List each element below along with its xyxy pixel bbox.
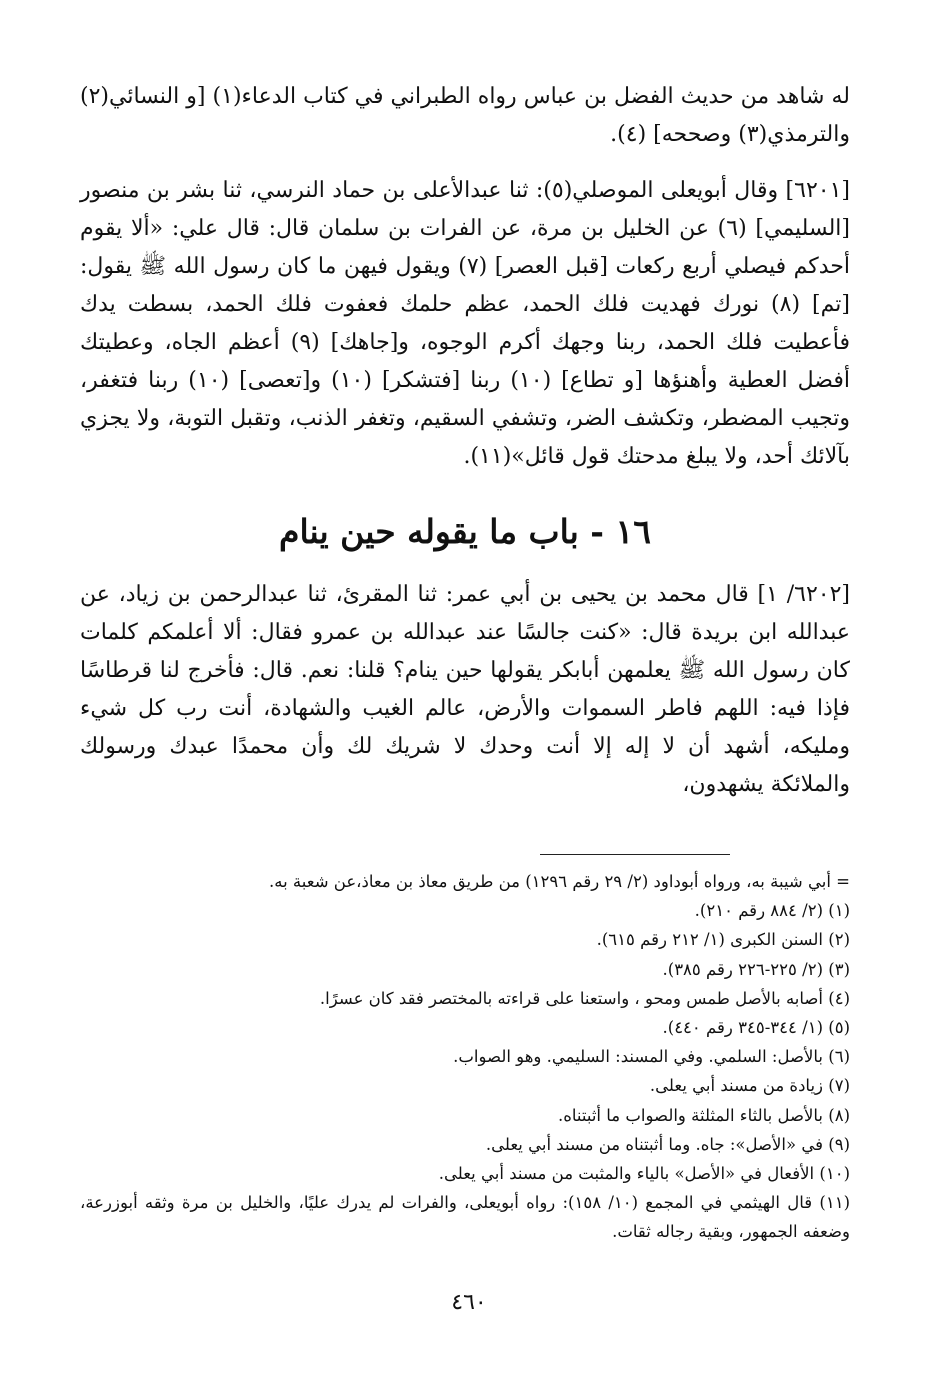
chapter-title: ١٦ - باب ما يقوله حين ينام [279, 512, 651, 551]
footnote-11: (١١) قال الهيثمي في المجمع (١٠/ ١٥٨): رواه أبويعلى، والفرات لم يدرك عليًا، والخليل بن مرة وثقه أبوزرعة، وضعفه الجمهور، وبقية رجاله ثقات. [80, 1193, 850, 1242]
footnote-1: (١) (٢/ ٨٨٤ رقم ٢١٠). [694, 901, 850, 921]
paragraph-hadith-6202: [٦٢٠٢/ ١] قال محمد بن يحيى بن أبي عمر: ثنا المقرئ، ثنا عبدالرحمن بن زياد، عن عبدالله ابن بريدة قال: «كنت جالسًا عند عبدالله بن عمرو فقال: ألا أعلمكم كلمات كان رسول الله ﷺ يعلمهن أبابكر يقولها حين ينام؟ قلنا: نعم. قال: فأخرج لنا قرطاسًا فإذا فيه: اللهم فاطر السموات والأرض، عالم الغيب والشهادة، أنت رب كل شيء ومليكه، أشهد أن لا إله إلا أنت وحدك لا شريك لك وأن محمدًا عبدك ورسولك والملائكة يشهدون، [80, 582, 850, 797]
footnote-4: (٤) أصابه بالأصل طمس ومحو ، واستعنا على قراءته بالمختصر فقد كان عسرًا. [319, 988, 850, 1008]
footnote-7: (٧) زيادة من مسند أبي يعلى. [649, 1076, 850, 1096]
footnote-2: (٢) السنن الكبرى (١/ ٢١٢ رقم ٦١٥). [596, 930, 850, 950]
footnote-continuation: = أبي شيبة به، ورواه أبوداود (٢/ ٢٩ رقم ١٢٩٦) من طريق معاذ بن معاذ،عن شعبة به. [268, 872, 850, 891]
page-number: ٤٦٠ [451, 1290, 487, 1315]
footnote-10: (١٠) الأفعال في «الأصل» بالياء والمثبت من مسند أبي يعلى. [438, 1164, 850, 1184]
paragraph-intro: له شاهد من حديث الفضل بن عباس رواه الطبراني في كتاب الدعاء(١) [و النسائي(٢) والترمذي(٣) وصححه] (٤). [80, 84, 850, 147]
footnote-6: (٦) بالأصل: السلمي. وفي المسند: السليمي. وهو الصواب. [453, 1047, 850, 1067]
footnote-divider [80, 854, 850, 855]
footnote-9: (٩) في «الأصل»: جاه. وما أثبتناه من مسند أبي يعلى. [485, 1134, 850, 1154]
footnote-5: (٥) (١/ ٣٤٤-٣٤٥ رقم ٤٤٠). [662, 1018, 850, 1038]
footnote-3: (٣) (٢/ ٢٢٥-٢٢٦ رقم ٣٨٥). [662, 959, 850, 979]
footnotes-list [80, 867, 850, 1247]
paragraph-hadith-6201: [٦٢٠١] وقال أبويعلى الموصلي(٥): ثنا عبدالأعلى بن حماد النرسي، ثنا بشر بن منصور [السليمي] (٦) عن الخليل بن مرة، عن الفرات بن سلمان قال: قال علي: «ألا يقوم أحدكم فيصلي أربع ركعات [قبل العصر] (٧) ويقول فيهن ما كان رسول الله ﷺ يقول: [تم] (٨) نورك فهديت فلك الحمد، عظم حلمك فعفوت فلك الحمد، بسطت يدك فأعطيت فلك الحمد، ربنا وجهك أكرم الوجوه، و[جاهك] (٩) أعظم الجاه، وعطيتك أفضل العطية وأهنؤها [و تطاع] (١٠) ربنا [فتشكر] (١٠) و[تعصى] (١٠) ربنا فتغفر، وتجيب المضطر، وتكشف الضر، وتشفي السقيم، وتغفر الذنب، وتقبل التوبة، ولا يجزي بآلائك أحد، ولا يبلغ مدحتك قول قائل»(١١). [80, 178, 851, 469]
footnote-8: (٨) بالأصل بالثاء المثلثة والصواب ما أثبتناه. [557, 1105, 850, 1125]
